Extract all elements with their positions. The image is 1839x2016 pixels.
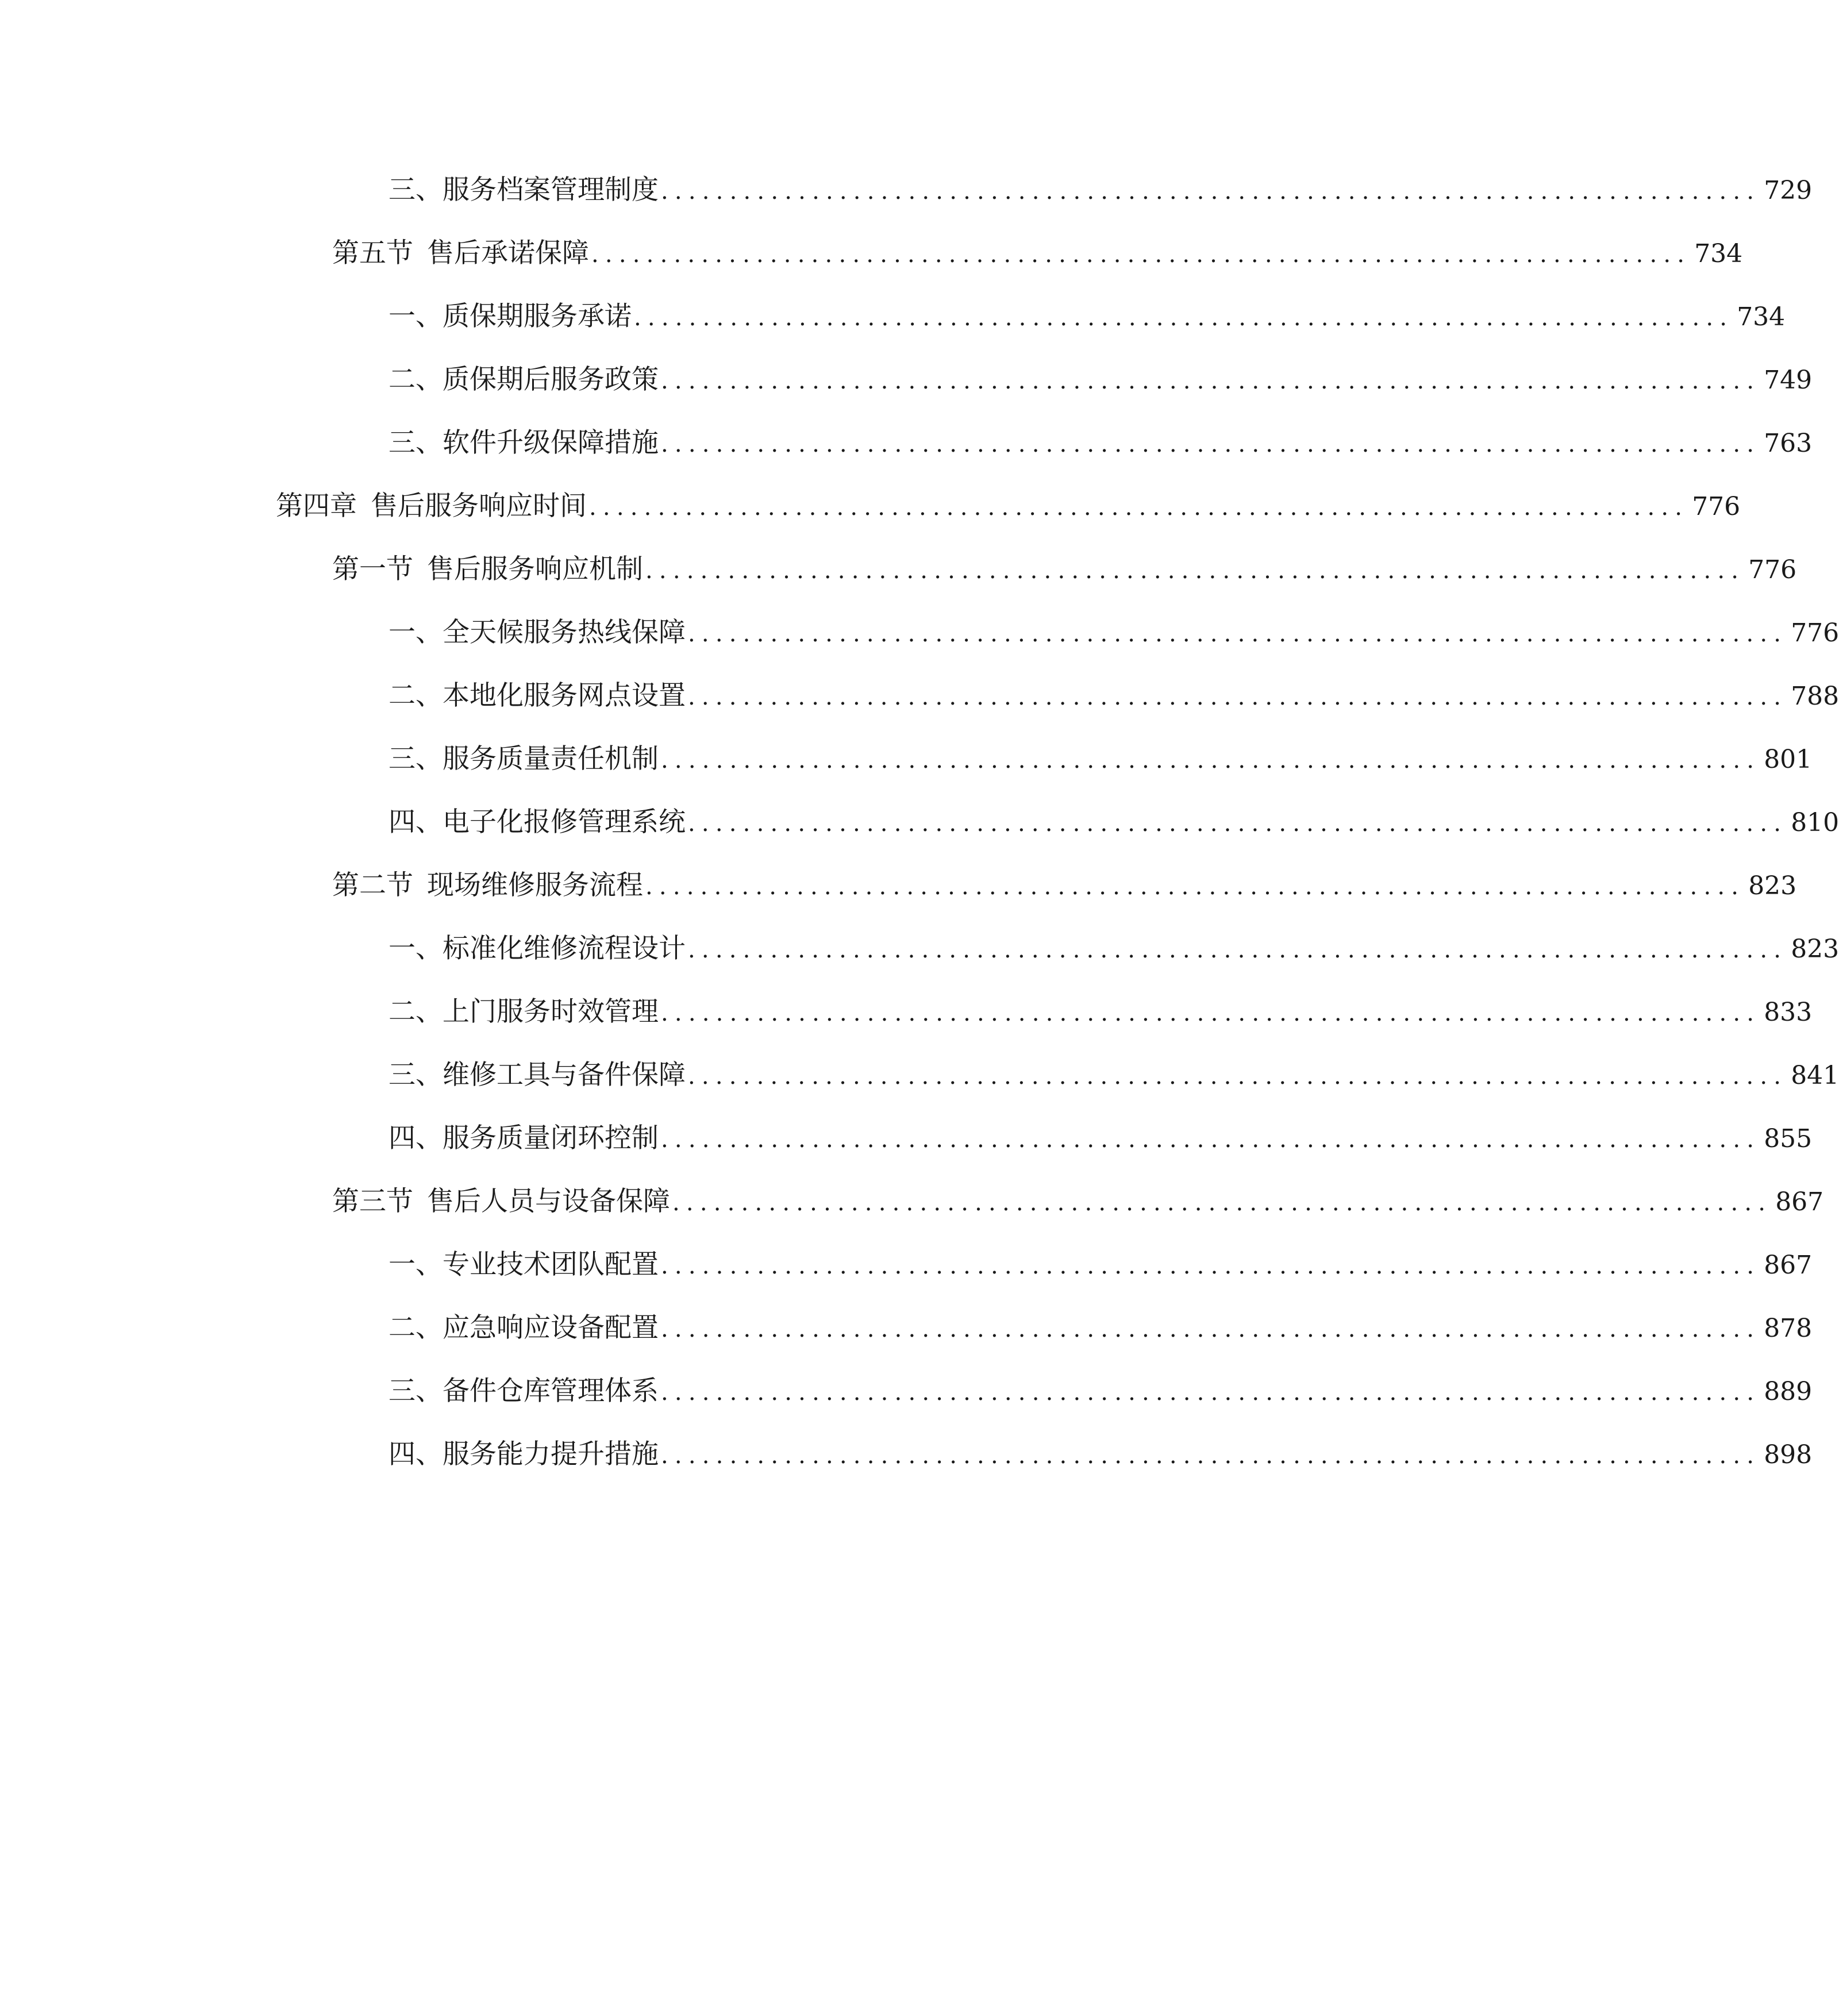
toc-entry[interactable] bbox=[388, 1055, 1839, 1095]
dot-leader: ................................................................................ bbox=[661, 368, 1761, 394]
entry-title: 软件升级保障措施 bbox=[443, 427, 659, 459]
dot-leader: ................................................................................ bbox=[661, 1316, 1761, 1342]
entry-title: 上门服务时效管理 bbox=[443, 996, 659, 1028]
dot-leader: ................................................................................ bbox=[661, 1000, 1761, 1026]
toc-entry[interactable] bbox=[388, 1245, 1813, 1285]
entry-title: 质保期服务承诺 bbox=[443, 301, 632, 332]
dot-leader: ................................................................................ bbox=[645, 874, 1745, 900]
entry-page-number: 776 bbox=[1692, 492, 1741, 521]
entry-number: 第二节 bbox=[332, 870, 413, 901]
entry-number: 三、 bbox=[388, 743, 443, 775]
toc-entry[interactable] bbox=[332, 549, 1797, 590]
entry-title: 服务质量责任机制 bbox=[443, 743, 659, 775]
entry-page-number: 898 bbox=[1764, 1440, 1813, 1469]
toc-entry[interactable] bbox=[276, 486, 1741, 526]
toc-entry[interactable] bbox=[388, 676, 1839, 716]
entry-page-number: 823 bbox=[1791, 934, 1839, 964]
entry-number: 一、 bbox=[388, 301, 443, 332]
dot-leader: ................................................................................ bbox=[688, 1063, 1788, 1090]
dot-leader: ................................................................................ bbox=[591, 241, 1691, 268]
entry-number: 三、 bbox=[388, 1059, 443, 1091]
entry-title: 现场维修服务流程 bbox=[427, 870, 643, 901]
entry-title: 应急响应设备配置 bbox=[443, 1312, 659, 1344]
entry-title: 售后服务响应机制 bbox=[427, 553, 643, 585]
entry-number: 三、 bbox=[388, 1375, 443, 1407]
entry-number: 一、 bbox=[388, 1249, 443, 1280]
dot-leader: ................................................................................ bbox=[589, 494, 1689, 521]
entry-title: 服务档案管理制度 bbox=[443, 174, 659, 206]
entry-title: 售后承诺保障 bbox=[427, 237, 589, 269]
toc-entry[interactable] bbox=[388, 360, 1813, 400]
entry-title: 备件仓库管理体系 bbox=[443, 1375, 659, 1407]
dot-leader: ................................................................................ bbox=[661, 1126, 1761, 1153]
dot-leader: ................................................................................ bbox=[661, 431, 1761, 457]
entry-title: 服务能力提升措施 bbox=[443, 1438, 659, 1470]
toc-entry[interactable] bbox=[388, 1434, 1813, 1475]
entry-page-number: 788 bbox=[1791, 682, 1839, 711]
entry-number: 第一节 bbox=[332, 553, 413, 585]
entry-page-number: 855 bbox=[1764, 1124, 1813, 1153]
entry-page-number: 867 bbox=[1764, 1251, 1813, 1280]
dot-leader: ................................................................................ bbox=[661, 1379, 1761, 1406]
entry-number: 二、 bbox=[388, 364, 443, 395]
entry-page-number: 776 bbox=[1791, 618, 1839, 648]
toc-entry[interactable] bbox=[388, 992, 1813, 1032]
dot-leader: ................................................................................ bbox=[634, 305, 1734, 331]
dot-leader: ................................................................................ bbox=[672, 1190, 1772, 1216]
toc-entry[interactable] bbox=[332, 1182, 1824, 1222]
entry-title: 电子化报修管理系统 bbox=[443, 806, 686, 838]
dot-leader: ................................................................................ bbox=[688, 810, 1788, 837]
entry-page-number: 763 bbox=[1764, 429, 1813, 458]
entry-number: 一、 bbox=[388, 617, 443, 648]
entry-title: 服务质量闭环控制 bbox=[443, 1122, 659, 1154]
entry-number: 二、 bbox=[388, 1312, 443, 1344]
dot-leader: ................................................................................ bbox=[661, 1442, 1761, 1469]
entry-number: 四、 bbox=[388, 806, 443, 838]
entry-title: 本地化服务网点设置 bbox=[443, 680, 686, 711]
entry-page-number: 867 bbox=[1775, 1187, 1824, 1217]
entry-title: 全天候服务热线保障 bbox=[443, 617, 686, 648]
entry-page-number: 810 bbox=[1791, 808, 1839, 837]
entry-page-number: 823 bbox=[1748, 871, 1797, 901]
entry-number: 四、 bbox=[388, 1122, 443, 1154]
entry-page-number: 729 bbox=[1764, 176, 1813, 205]
entry-title: 专业技术团队配置 bbox=[443, 1249, 659, 1280]
entry-title: 标准化维修流程设计 bbox=[443, 933, 686, 964]
entry-page-number: 878 bbox=[1764, 1314, 1813, 1343]
toc-entry[interactable] bbox=[388, 1371, 1813, 1411]
entry-title: 售后服务响应时间 bbox=[371, 490, 587, 522]
toc-entry[interactable] bbox=[388, 170, 1813, 210]
dot-leader: ................................................................................ bbox=[688, 621, 1788, 647]
entry-page-number: 734 bbox=[1737, 302, 1786, 332]
dot-leader: ................................................................................ bbox=[661, 1253, 1761, 1279]
toc-entry[interactable] bbox=[388, 929, 1839, 969]
toc-entry[interactable] bbox=[388, 1308, 1813, 1348]
entry-number: 第五节 bbox=[332, 237, 413, 269]
dot-leader: ................................................................................ bbox=[688, 937, 1788, 963]
entry-page-number: 749 bbox=[1764, 366, 1813, 395]
entry-number: 二、 bbox=[388, 680, 443, 711]
entry-page-number: 801 bbox=[1764, 745, 1813, 774]
dot-leader: ................................................................................ bbox=[688, 684, 1788, 710]
toc-entry[interactable] bbox=[388, 802, 1839, 842]
entry-number: 四、 bbox=[388, 1438, 443, 1470]
entry-number: 三、 bbox=[388, 174, 443, 206]
dot-leader: ................................................................................ bbox=[645, 557, 1745, 584]
entry-number: 三、 bbox=[388, 427, 443, 459]
entry-number: 第四章 bbox=[276, 490, 357, 522]
toc-entry[interactable] bbox=[332, 233, 1743, 274]
entry-page-number: 841 bbox=[1791, 1061, 1839, 1090]
entry-number: 第三节 bbox=[332, 1186, 413, 1217]
entry-number: 一、 bbox=[388, 933, 443, 964]
toc-entry[interactable] bbox=[388, 1118, 1813, 1159]
entry-title: 售后人员与设备保障 bbox=[427, 1186, 670, 1217]
toc-entry[interactable] bbox=[332, 865, 1797, 906]
entry-page-number: 889 bbox=[1764, 1377, 1813, 1406]
entry-number: 二、 bbox=[388, 996, 443, 1028]
entry-page-number: 833 bbox=[1764, 998, 1813, 1027]
toc-entry[interactable] bbox=[388, 297, 1786, 337]
toc-entry[interactable] bbox=[388, 613, 1839, 653]
dot-leader: ................................................................................ bbox=[661, 178, 1761, 205]
toc-entry[interactable] bbox=[388, 739, 1813, 779]
entry-title: 维修工具与备件保障 bbox=[443, 1059, 686, 1091]
dot-leader: ................................................................................ bbox=[661, 747, 1761, 774]
entry-title: 质保期后服务政策 bbox=[443, 364, 659, 395]
entry-page-number: 776 bbox=[1748, 555, 1797, 584]
toc-entry[interactable] bbox=[388, 423, 1813, 463]
entry-page-number: 734 bbox=[1694, 239, 1743, 268]
